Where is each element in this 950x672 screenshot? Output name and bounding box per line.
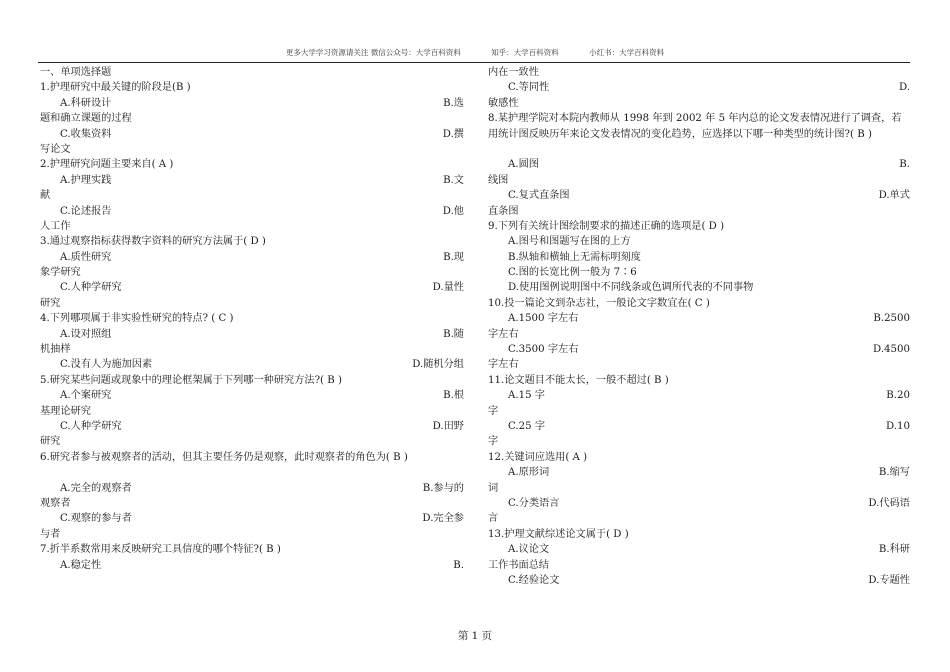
question-6: 6.研究者参与被观察者的活动，但其主要任务仍是观察，此时观察者的角色为( B ) xyxy=(40,451,408,463)
question-10-options-cd xyxy=(488,342,910,357)
question-13-options-ab xyxy=(488,542,910,557)
option-c: C.观察的参与者 xyxy=(60,513,132,525)
option-a: A.1500 字左右 xyxy=(508,313,579,325)
question-11-options-cd xyxy=(488,419,910,434)
option-d: D.4500 xyxy=(873,344,910,356)
right-column xyxy=(488,65,910,588)
header-zhihu: 知乎：大学百科资料 xyxy=(491,48,559,57)
question-12-options-cd xyxy=(488,496,910,511)
question-11: 11.论文题目不能太长，一般不超过( B ) xyxy=(488,374,669,386)
option-d-continued: 言 xyxy=(488,513,499,525)
question-9: 9.下列有关统计图绘制要求的描述正确的选项是( D ) xyxy=(488,220,725,232)
option-d-continued: 字左右 xyxy=(488,359,519,371)
option-a: A.设对照组 xyxy=(60,328,112,340)
question-3-options-cd xyxy=(40,280,464,295)
question-9-option-d xyxy=(488,280,910,295)
question-2-options-ab xyxy=(40,173,464,188)
option-b-continued: 献 xyxy=(40,190,51,202)
option-b: B.随 xyxy=(443,328,464,340)
option-a: A.个案研究 xyxy=(60,390,112,402)
question-9-option-c xyxy=(488,265,910,280)
option-c: C.25 字 xyxy=(508,421,546,432)
option-d-continued: 写论文 xyxy=(40,143,71,155)
option-d: D.10 xyxy=(885,421,910,432)
option-b: B. xyxy=(899,159,910,171)
option-b-continued: 词 xyxy=(488,482,499,494)
option-d: D.他 xyxy=(442,205,464,217)
question-5: 5.研究某些问题或现象中的理论框架属于下列哪一种研究方法?( B ) xyxy=(40,374,342,386)
option-a: A.完全的观察者 xyxy=(60,482,132,494)
option-b-continued: 象学研究 xyxy=(40,267,81,279)
question-3: 3.通过观察指标获得数字资料的研究方法属于( D ) xyxy=(40,236,266,248)
option-c: C.3500 字左右 xyxy=(508,344,579,356)
header-wechat: 更多大学学习资源请关注 微信公众号：大学百科资料 xyxy=(285,48,461,57)
option-b: B.20 xyxy=(886,390,910,402)
option-d-continued: 字 xyxy=(488,436,499,448)
option-d-continued: 研究 xyxy=(40,436,61,448)
option-c: C.分类语言 xyxy=(508,497,560,509)
option-c: C.图的长宽比例一般为 7∶6 xyxy=(508,267,637,279)
option-a: A.稳定性 xyxy=(60,559,102,571)
question-2: 2.护理研究问题主要来自( A ) xyxy=(40,159,174,171)
option-b: B.科研 xyxy=(878,544,910,556)
question-9-option-a xyxy=(488,234,910,249)
option-d: D.随机分组 xyxy=(412,359,464,371)
option-c: C.人种学研究 xyxy=(60,282,122,294)
option-d: D.撰 xyxy=(442,128,464,140)
option-b: B.2500 xyxy=(873,313,910,325)
option-d: D.量性 xyxy=(432,282,464,294)
option-d-continued: 敏感性 xyxy=(488,97,519,109)
option-c: C.论述报告 xyxy=(60,205,112,217)
question-8: 8.某护理学院对本院内教师从 1998 年到 2002 年 5 年内总的论文发表情况进行了调查，若用统计图反映历年来论文发表情况的变化趋势，应选择以下哪一种类型的统计图?( B ) xyxy=(488,113,902,140)
option-b-continued: 字 xyxy=(488,405,499,417)
option-b-continued: 内在一致性 xyxy=(488,67,539,78)
option-a: A.质性研究 xyxy=(60,251,112,263)
option-b-continued: 线图 xyxy=(488,174,509,186)
question-1-options-ab xyxy=(40,96,464,111)
option-d-continued: 直条图 xyxy=(488,205,519,217)
option-d: D.使用图例说明图中不同线条或色调所代表的不同事物 xyxy=(508,282,754,294)
option-c: C.没有人为施加因素 xyxy=(60,359,153,371)
question-10-options-ab xyxy=(488,311,910,326)
question-12-options-ab xyxy=(488,465,910,480)
option-b-continued: 机抽样 xyxy=(40,344,71,356)
option-b: B. xyxy=(453,559,464,571)
option-d-continued: 研究 xyxy=(40,297,61,309)
option-b-continued: 题和确立课题的过程 xyxy=(40,113,132,125)
option-c: C.复式直条图 xyxy=(508,190,570,202)
question-6-options-ab xyxy=(40,481,464,496)
option-a: A.议论文 xyxy=(508,544,550,556)
question-2-options-cd xyxy=(40,204,464,219)
option-c: C.收集资料 xyxy=(60,128,112,140)
question-1-options-cd xyxy=(40,127,464,142)
question-7-options-cd xyxy=(488,80,910,95)
left-column xyxy=(40,65,464,573)
question-7-options-ab xyxy=(40,558,464,573)
option-d: D. xyxy=(898,82,910,94)
option-a: A.图号和图题写在图的上方 xyxy=(508,236,631,248)
question-5-options-ab xyxy=(40,388,464,403)
option-b: B.缩写 xyxy=(878,467,910,479)
option-d: D.单式 xyxy=(878,190,910,202)
option-b: B.参与的 xyxy=(422,482,464,494)
question-11-options-ab xyxy=(488,388,910,403)
option-b-continued: 观察者 xyxy=(40,497,71,509)
question-7: 7.折半系数常用来反映研究工具信度的哪个特征?( B ) xyxy=(40,544,281,556)
option-b-continued: 基理论研究 xyxy=(40,405,91,417)
question-12: 12.关键词应选用( A ) xyxy=(488,451,588,463)
page-number: 第 1 页 xyxy=(457,630,493,642)
question-3-options-ab xyxy=(40,250,464,265)
option-d: D.代码语 xyxy=(868,497,910,509)
question-4-options-ab xyxy=(40,327,464,342)
option-d-continued: 与者 xyxy=(40,528,61,540)
page-header xyxy=(0,47,950,58)
header-xiaohongshu: 小红书：大学百科资料 xyxy=(589,48,665,57)
option-c: C.等同性 xyxy=(508,82,550,94)
question-5-options-cd xyxy=(40,419,464,434)
option-d: D.田野 xyxy=(432,420,464,432)
option-b: B.文 xyxy=(443,174,464,186)
option-a: A.护理实践 xyxy=(60,174,112,186)
option-a: A.原形词 xyxy=(508,467,550,479)
option-b-continued: 工作书面总结 xyxy=(488,559,550,571)
question-4: 4.下列哪项属于非实验性研究的特点? ( C ) xyxy=(40,313,234,325)
option-a: A.圆图 xyxy=(508,159,539,171)
question-13: 13.护理文献综述论文属于( D ) xyxy=(488,528,629,540)
option-c: C.经验论文 xyxy=(508,574,560,586)
question-8-options-ab xyxy=(488,157,910,172)
option-b: B.根 xyxy=(443,390,464,402)
option-d-continued: 人工作 xyxy=(40,220,71,232)
option-a: A.15 字 xyxy=(508,390,545,402)
option-c: C.人种学研究 xyxy=(60,420,122,432)
question-6-options-cd xyxy=(40,511,464,526)
option-b-continued: 字左右 xyxy=(488,328,519,340)
question-9-option-b xyxy=(488,250,910,265)
question-13-options-cd xyxy=(488,573,910,588)
section-title: 一、单项选择题 xyxy=(40,67,112,78)
question-8-options-cd xyxy=(488,188,910,203)
option-d: D.完全参 xyxy=(422,513,464,525)
option-a: A.科研设计 xyxy=(60,97,112,109)
option-d: D.专题性 xyxy=(868,574,910,586)
question-4-options-cd xyxy=(40,357,464,372)
option-b: B.现 xyxy=(443,251,464,263)
question-1: 1.护理研究中最关键的阶段是(B ) xyxy=(40,82,191,94)
question-10: 10.投一篇论文到杂志社，一般论文字数宜在( C ) xyxy=(488,297,710,309)
option-b: B.纵轴和横轴上无需标明刻度 xyxy=(508,251,641,263)
option-b: B.选 xyxy=(443,97,464,109)
header-rule xyxy=(38,62,910,63)
